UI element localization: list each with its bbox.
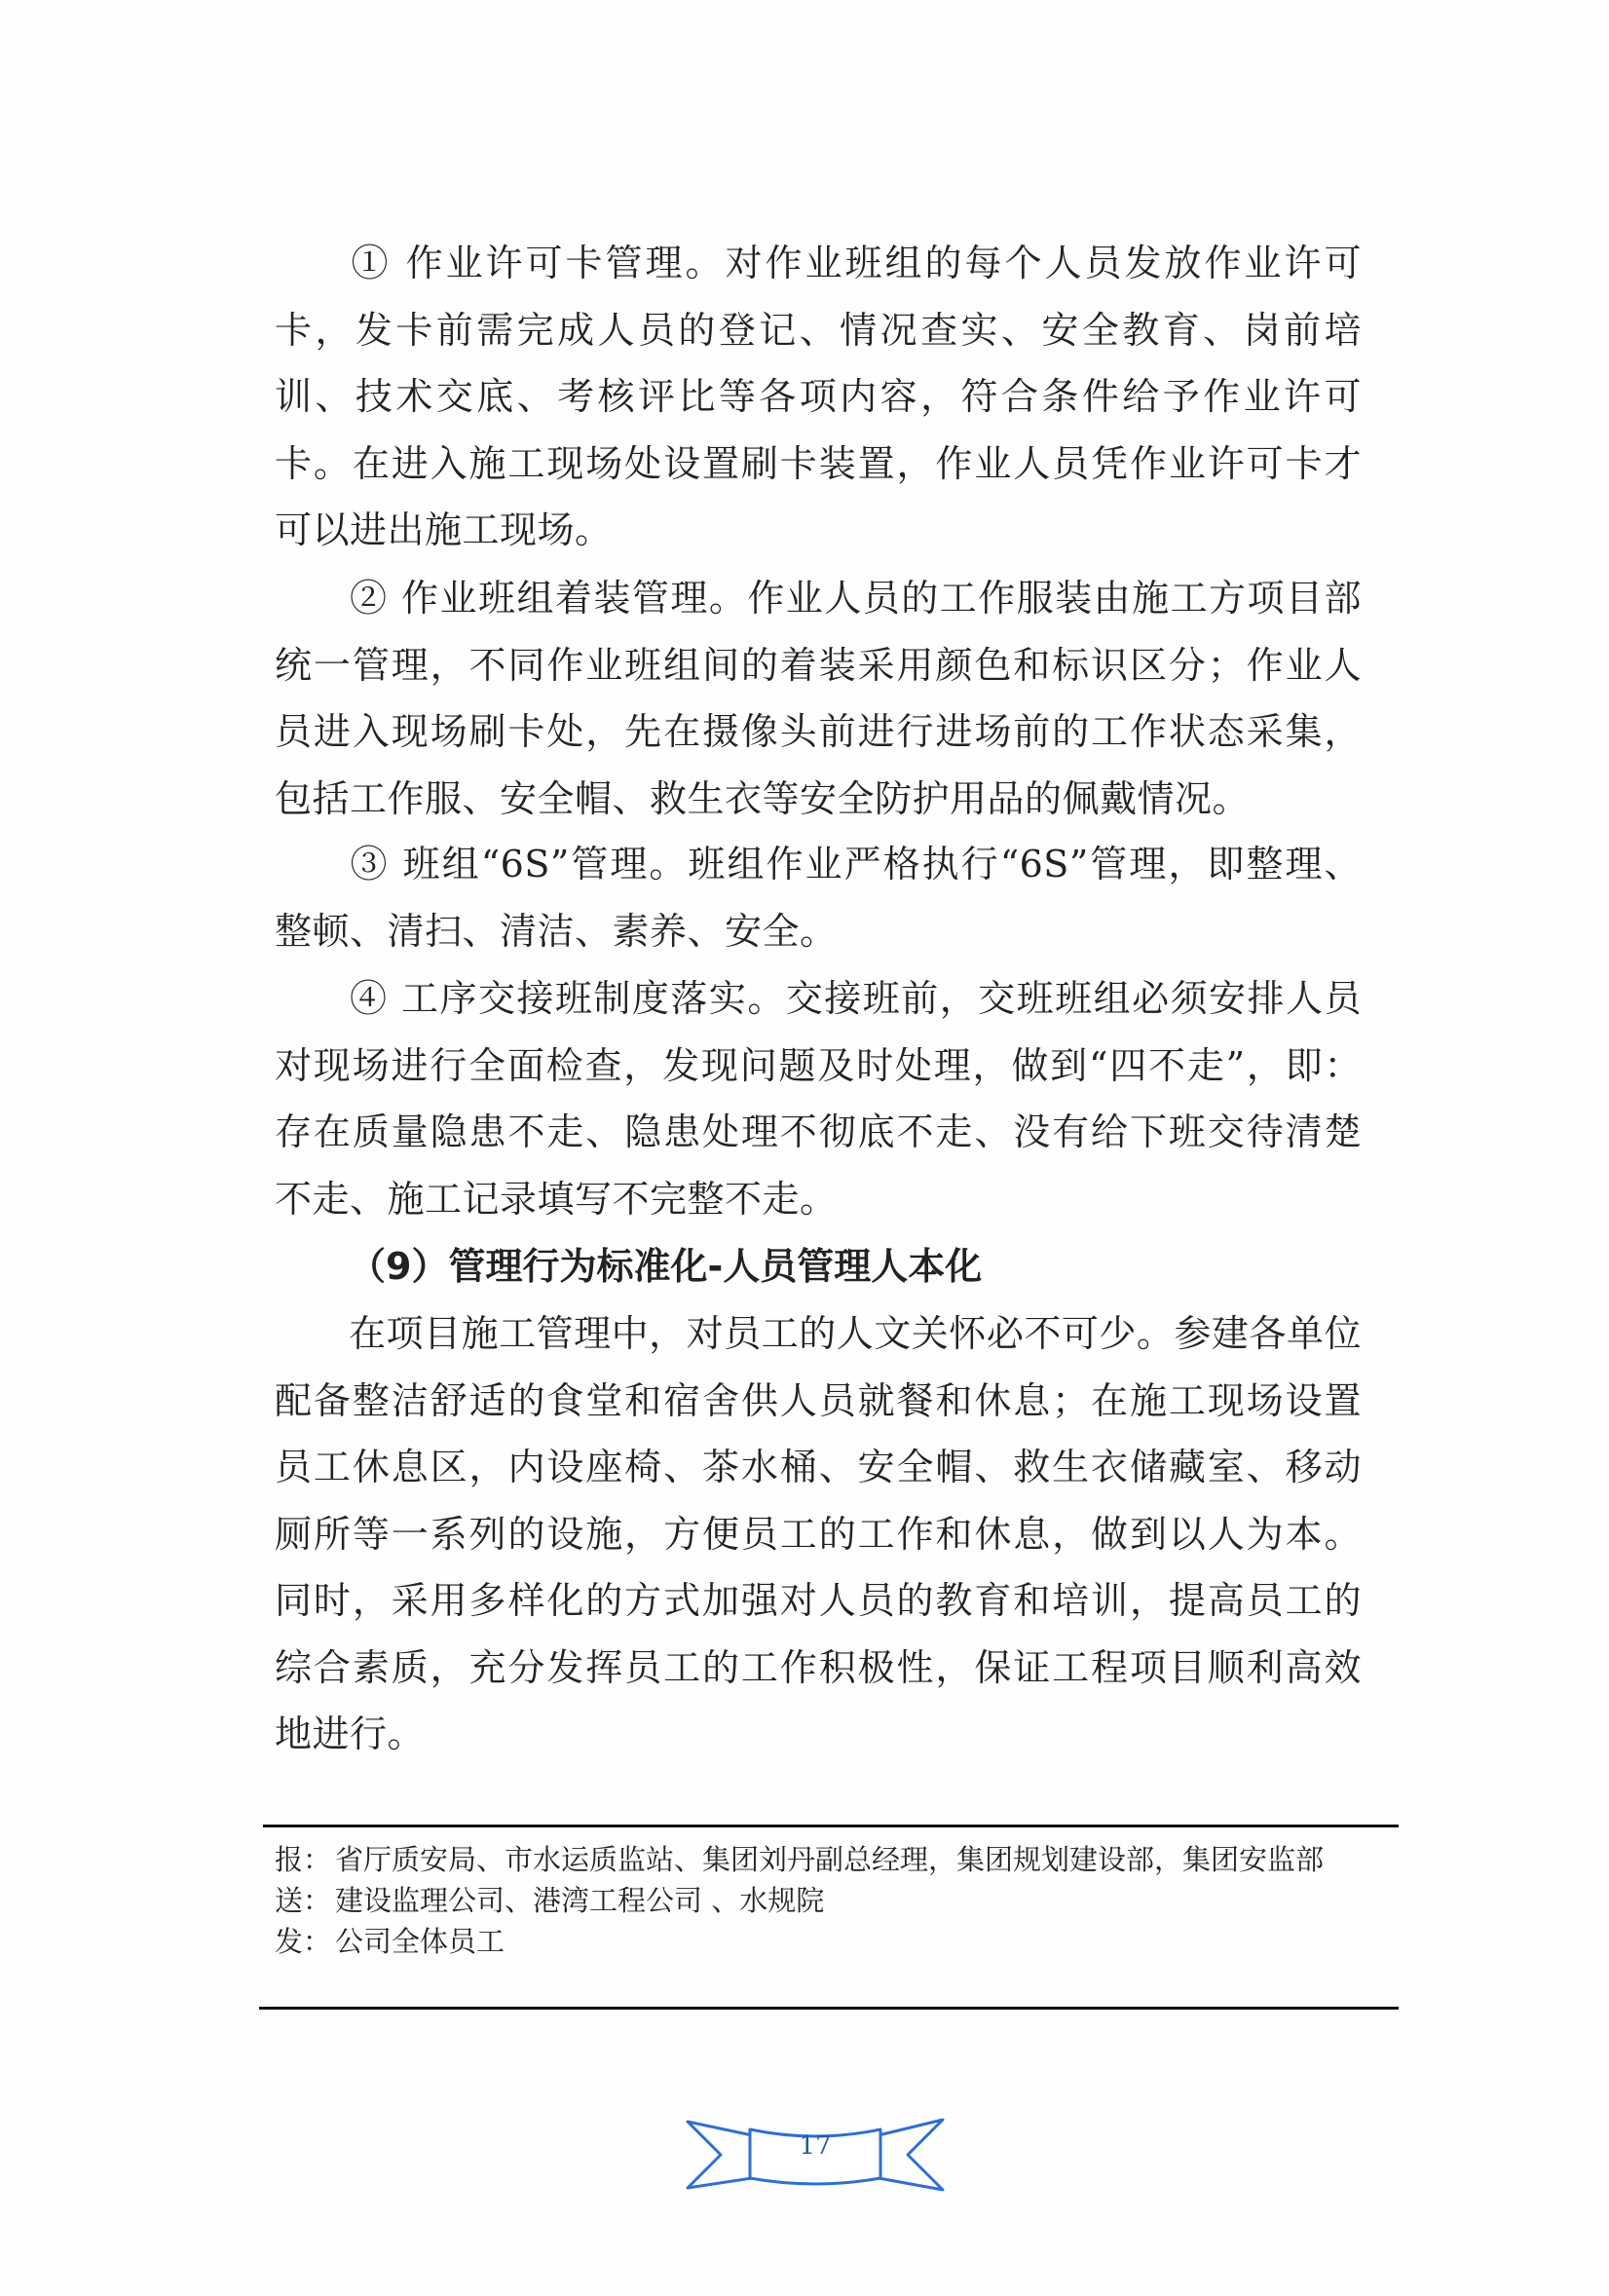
page-number: 17 [799, 2131, 832, 2161]
distribution-row-report: 报： 省厅质安局、市水运质监站、集团刘丹副总经理，集团规划建设部，集团安监部 [275, 1843, 1325, 1876]
paragraph-people-oriented: 在项目施工管理中，对员工的人文关怀必不可少。参建各单位配备整洁舒适的食堂和宿舍供人员就餐和休息；在施工现场设置员工休息区，内设座椅、茶水桶、安全帽、救生衣储藏室、移动厕所等一系列的设施，方便员工的工作和休息，做到以人为本。同时，采用多样化的方式加强对人员的教育和培训，提高员工的综合素质，充分发挥员工的工作积极性，保证工程项目顺利高效地进行。 [275, 1312, 1362, 1755]
paragraph-work-permit: ① 作业许可卡管理。对作业班组的每个人员发放作业许可卡，发卡前需完成人员的登记、情况查实、安全教育、岗前培训、技术交底、考核评比等各项内容，符合条件给予作业许可卡。在进入施工现场处设置刷卡装置，作业人员凭作业许可卡才可以进出施工现场。 [275, 242, 1362, 551]
page-number-ribbon [682, 2110, 949, 2198]
section-heading: （9）管理行为标准化-人员管理人本化 [349, 1245, 983, 1288]
distribution-top-rule [263, 1825, 1399, 1827]
distribution-list [275, 1839, 1356, 1962]
distribution-row-send: 送： 建设监理公司、港湾工程公司 、水规院 [275, 1884, 825, 1917]
paragraph-6s-management: ③ 班组“6S”管理。班组作业严格执行“6S”管理，即整理、整顿、清扫、清洁、素养、安全。 [275, 843, 1362, 953]
paragraph-shift-handover: ④ 工序交接班制度落实。交接班前，交班班组必须安排人员对现场进行全面检查，发现问题及时处理，做到“四不走”，即：存在质量隐患不走、隐患处理不彻底不走、没有给下班交待清楚不走、施工记录填写不完整不走。 [275, 977, 1362, 1221]
paragraph-dress-management: ② 作业班组着装管理。作业人员的工作服装由施工方项目部统一管理，不同作业班组间的着装采用颜色和标识区分；作业人员进入现场刷卡处，先在摄像头前进行进场前的工作状态采集，包括工作服、安全帽、救生衣等安全防护用品的佩戴情况。 [275, 577, 1362, 820]
distribution-row-issue: 发： 公司全体员工 [275, 1925, 505, 1958]
distribution-bottom-rule [259, 2007, 1399, 2010]
